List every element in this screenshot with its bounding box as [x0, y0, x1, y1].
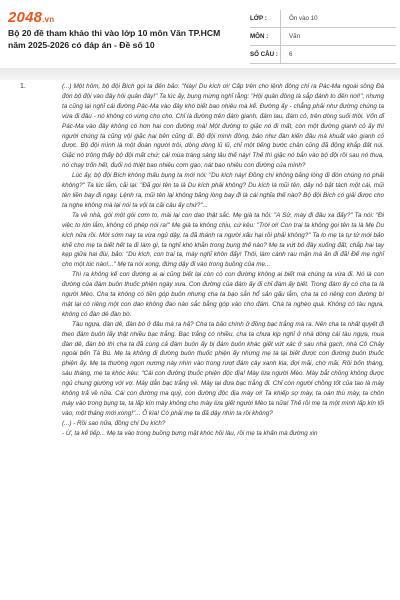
passage-paragraph: (...) Một hôm, bộ đội Bích gọi ta đến bảo: "Này! Du kích ơi! Cấp trên cho lệnh đông chỉ ra Pác-Ma ngoài sông Đà đón bộ đội vào đây hôi quân đây!" Ta lúc ấy, bụng mừng nghĩ rằng: "Hội quân đông là sắp đánh to đến nơi!", nhưng ta cũng lại nghĩ cái đường Pác-Ma vào đây khó biết bao nhiêu mà kể. Đường ấy - chẳng phải như đường chúng ta vừa đi đâu - nó không có vừng cho cho. Chỉ là đường trên đám gianh, đám lau, đám cỏ, trên dòng suối thôi. Vốn dĩ Pác-Ma vào đây không có hơn hai con đường mà! Một đường to giặc nó đi mất, còn một đường gianh cỏ ấy thì người chúng ta cũng vội giặc hai bên cũng đi. Bộ đội mình đông, bảo như đàn kiến đâu mà khuất vào gianh cỏ được. Bộ đội mình là một đoàn người trôi, dòng dòng lũ lũ, chỉ một tiếng bước chân cũng đã động khắp đất núi. Giặc nó trông thấy bộ đội mất chứ; cái mùa tráng sáng lâu thế này! Thế thì giặc nó bắn vào bộ đội rồi sau nó thua, nó chạy trốn hết, đuổi nó thiệt bao nhiêu cơm gạo, nát bao nhiêu con đường của mình? [62, 83, 384, 170]
meta-value: 6 [280, 46, 396, 63]
question-number: 1. [20, 83, 26, 90]
site-logo[interactable] [8, 9, 54, 26]
exam-title: Bộ 20 đề tham khảo thi vào lớp 10 môn Văn TP.HCM năm 2025-2026 có đáp án - Đề số 10 [8, 28, 221, 50]
meta-label: MÔN : [250, 33, 269, 40]
header-divider [0, 68, 400, 80]
question-content [0, 80, 400, 600]
passage-paragraph: Ta về nhà, gói một gói cơm to, mài lại con dao thật sắc. Mẹ già ta hỏi: "A Sử, mày đi đâu xa đấy?" Ta nói: "Đi việc to lớn lắm, không có phép nói ra!" Mẹ già ta không chịu, cứ kêu: "Trời ơi! Con trai ta không gọi tên ta là Mẹ Du kích nữa rồi. Mới sớm nay ta vừa ngủ dậy, ta đã thánh ra người xấu hại rồi phải không?" Ta lo mẹ ta tự tử mới bảo khẽ cho mẹ ta biết hết ta đi làm gì, ta nghĩ khó khăn trong bụng thế nào? Mẹ ta vứt bỏ đây xuống đất, chắp hai tay kẹp giữa hai đùi, bảo: "Du kích, con trai ta, mày nghĩ khôn đấy! Thôi, làm cành rau mặn mà ăn đi đã! Để mẹ nghĩ cho một lúc nào!..." Mẹ ta nói xong, đứng dậy đi vào trong buồng của mẹ... [62, 211, 384, 269]
logo-suffix: .vn [42, 15, 55, 24]
passage-paragraph: Thì ra không kể con đường ai ai cũng biết lại còn có con đường không ai biết mà chúng ta vừa đi. Nó là con đường của đám buôn thuốc phiện ngày xưa. Con đường của đám ấy đi chỉ đám ấy biết. Trong đám ấy có cha ta là người Mèo. Cha ta không có tiền góp buôn nhưng cha ta bạo sắn hổ sản gấu lắm, cha ta có riêng con đường bí mật lại có riêng một con dao không đao nào sắc bằng góp vào cho đám. Cha ta nghèo quá. Không có tàu ngựa, không có đàn dê đàn bò. [62, 271, 384, 318]
meta-value: Văn [280, 28, 396, 45]
page-header [0, 0, 400, 66]
meta-value: Ôn vào 10 [280, 10, 396, 27]
meta-row-question-count [250, 46, 396, 64]
meta-row-subject [250, 28, 396, 46]
passage-paragraph: Tàu ngựa, đàn dê, đàn bò ở đâu mà ra hả? Cha ta bảo chính ở đồng bạc trắng mà ra. Nên cha ta nhất quyết đi theo đám buôn lấy thật nhiều bạc trắng. Bạc trắng có nhiều, cha ta chưa kịp nghỉ ở nhà dòng cái tàu ngựa, mua đàn dê, đàn bò thì cha ta đã cùng cả đám buôn ấy bị đám buôn khác giết vứt xác ở sau nhà gạch, nhà Cô Chảy ngoài bến Tà Bú. Mẹ ta không đi đường buôn thuốc phiện ấy nhưng mẹ ta lại biết được con đường buôn thuốc phiện ấy. Mẹ ta thường ngọn nương này nhìn vào trong rượt đám cây xanh kia, đợi mãi, chờ mãi. Rồi bốn tháng, sáu tháng, mẹ ta khóc kêu: "Cái con đường thuốc phiện độc địa! Mày lừa người Mèo. Mày bắt chồng không được ngủ chung giường với vợ. Mày dẫn bạc trắng về. Mày lại đưa bạc trắng đi. Chỉ còn người chồng tốt của tao là mày không trả về nữa. Cái con đường ma quỷ, con đường độc địa mày ơi! Ta khiếp sợ mày, ta oán thù mày, ta chôn mày vào trong bụng ta, ta lấp kín mày không cho mày lừa giết người Mèo ta nữa! Thế rồi mẹ ta một mình lấp kín lối vào, một tháng mới xong!"... Ô kìa! Có phải mẹ ta đã dậy nhìn ta rồi không? [62, 320, 384, 417]
exam-meta-table [250, 10, 396, 64]
meta-row-class [250, 10, 396, 28]
passage-paragraph: - Ừ, ta kể tiếp... Mẹ ta vào trong buồng bưng mặt khóc hồi lâu, rồi mẹ ta khấn mà đường xin [62, 429, 318, 437]
reading-passage [62, 82, 384, 439]
meta-label: SỐ CÂU : [250, 51, 278, 58]
passage-paragraph: (...) - Rồi sao nữa, đồng chí Du kích? [62, 419, 166, 427]
logo-main: 2048 [8, 9, 43, 26]
passage-paragraph: Lúc ấy, bộ đội Bích không thấu bụng ta mới nói: "Du kích này! Đồng chí không băng lòng đi đón chúng nó phải không?" Ta lúc lắm, cãi lại: "Đã gọi tên ta là Du kích phải không? Du kích là mũi tên, dây nỏ bật tách một cái, mũi tên liền bay đi ngay. Lệnh ra, mũi tên lại không băng lòng bay đi là cái nghĩa thế nào? Bộ đội Bích có giải được cho ta nghe không mà lại nói ta vội ta cãi câu ấy chứ?"... [62, 172, 384, 209]
meta-label: LỚP : [250, 15, 267, 22]
